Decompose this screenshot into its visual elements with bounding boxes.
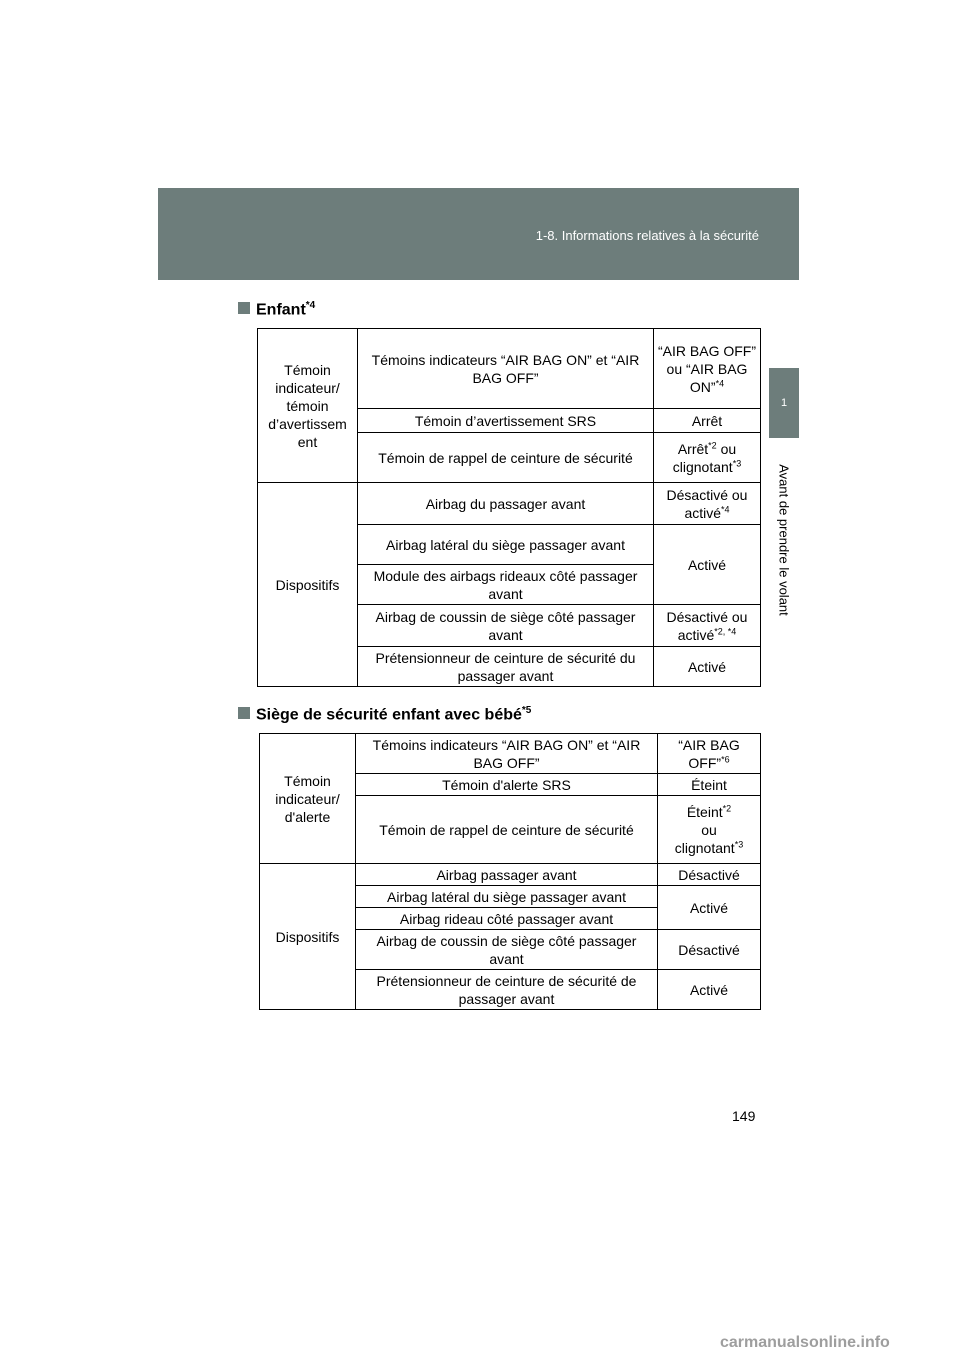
row-label: Témoin de rappel de ceinture de sécurité [358,433,654,483]
row-label: Module des airbags rideaux côté passager avant [358,565,654,605]
row-label: Airbag de coussin de siège côté passager avant [356,930,658,970]
table-row [260,864,761,886]
row-label: Prétensionneur de ceinture de sécurité de passager avant [356,970,658,1010]
chapter-header-band [158,188,799,280]
row-label: Prétensionneur de ceinture de sécurité du passager avant [358,647,654,687]
row-label: Airbag de coussin de siège côté passager avant [358,605,654,647]
row-label: Airbag latéral du siège passager avant [356,886,658,908]
section-heading-bebe [238,705,531,724]
table-siege-bebe [259,733,761,1010]
page-number: 149 [732,1108,756,1124]
footnote-ref: *4 [305,300,316,311]
row-value: Activé [658,886,761,930]
row-value: Activé [654,525,761,605]
row-value: Désactivé [658,930,761,970]
row-label: Témoins indicateurs “AIR BAG ON” et “AIR BAG OFF” [358,329,654,409]
chapter-number-tab: 1 [769,368,799,438]
section-title: Siège de sécurité enfant avec bébé [256,706,522,724]
table-row [258,483,761,525]
section-title: Enfant [256,301,306,319]
watermark-text[interactable]: carmanualsonline.info [720,1334,890,1351]
table-row [260,734,761,774]
section-heading-enfant [238,300,315,319]
row-label: Airbag du passager avant [358,483,654,525]
indicator-group-cell: Témoin indicateur/ d'alerte [260,734,356,864]
row-value: “AIR BAG OFF”$^{*6}$ [658,734,761,774]
row-value: Éteint$^{*2}$ ou clignotant$^{*3}$ [658,796,761,864]
square-bullet-icon [238,707,250,719]
row-label: Témoin d'alerte SRS [356,774,658,796]
devices-group-cell: Dispositifs [260,864,356,1010]
devices-group-cell: Dispositifs [258,483,358,687]
table-row [258,329,761,409]
row-label: Airbag passager avant [356,864,658,886]
square-bullet-icon [238,302,250,314]
row-value: Éteint [658,774,761,796]
row-value: Désactivé ou activé$^{*2, *4}$ [654,605,761,647]
row-value: Désactivé ou activé$^{*4}$ [654,483,761,525]
row-label: Airbag rideau côté passager avant [356,908,658,930]
row-label: Airbag latéral du siège passager avant [358,525,654,565]
row-label: Témoin d’avertissement SRS [358,409,654,433]
row-value: Désactivé [658,864,761,886]
row-value: Activé [654,647,761,687]
chapter-header-title: 1-8. Informations relatives à la sécurité [535,228,759,243]
row-value: “AIR BAG OFF” ou “AIR BAG ON”$^{*4}$ [654,329,761,409]
row-label: Témoin de rappel de ceinture de sécurité [356,796,658,864]
row-value: Activé [658,970,761,1010]
row-label: Témoins indicateurs “AIR BAG ON” et “AIR BAG OFF” [356,734,658,774]
footnote-ref: *5 [521,705,532,716]
row-value: Arrêt [654,409,761,433]
chapter-side-label: Avant de prendre le volant [776,464,792,616]
row-value: Arrêt$^{*2}$ ou clignotant$^{*3}$ [654,433,761,483]
table-enfant [257,328,761,687]
indicator-group-cell: Témoin indicateur/ témoin d’avertissem ent [258,329,358,483]
